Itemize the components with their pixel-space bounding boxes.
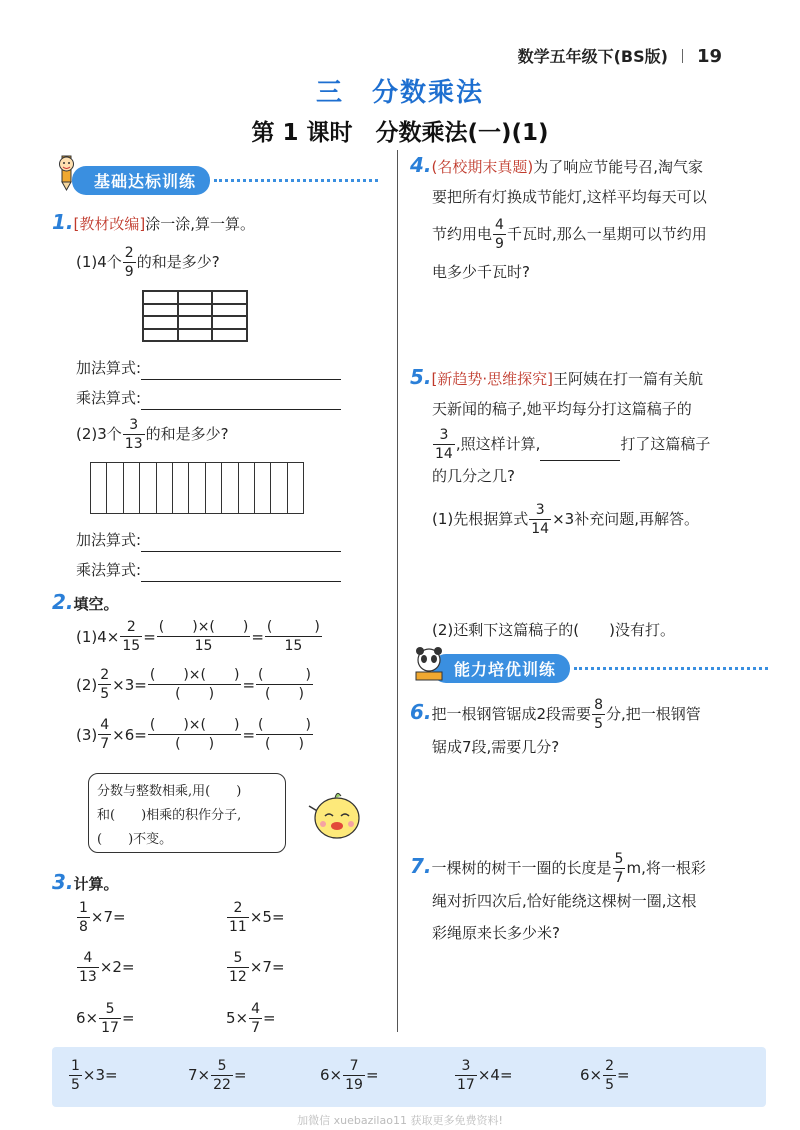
numerator: 5: [217, 1057, 227, 1074]
fraction: [493, 218, 506, 251]
fraction: [120, 620, 142, 653]
panda-mascot-icon: [412, 644, 446, 684]
text: =: [263, 1009, 276, 1027]
chick-mascot-icon: [305, 788, 369, 844]
calc-item: [76, 945, 135, 989]
calc-item: [226, 945, 285, 989]
text: ×3=: [82, 1066, 118, 1084]
label: 加法算式:: [76, 359, 142, 377]
text: 把一根钢管锯成2段需要: [431, 705, 592, 723]
denominator: 9: [495, 236, 504, 252]
practice-item: [454, 1053, 513, 1097]
fraction-blank[interactable]: [256, 668, 313, 701]
text: ×7=: [249, 958, 285, 976]
watermark: 加微信 xuebazilao11 获取更多免费资料!: [297, 1114, 503, 1127]
bubble-line[interactable]: 分数与整数相乘,用( ): [97, 784, 242, 799]
text: (1)先根据算式: [432, 510, 529, 528]
text: (1)4×: [76, 627, 120, 646]
denominator: 5: [100, 686, 110, 702]
add-expression-row-1: [76, 356, 341, 380]
text: 千瓦时,那么一星期可以节约用: [506, 225, 707, 243]
question-5: [410, 362, 770, 536]
stem-text: 涂一涂,算一算。: [145, 215, 256, 233]
fraction-blank[interactable]: [148, 718, 242, 751]
fill-row-2: (2) $\frac{2}{5}$ ×3= $\frac{( )\times( )}{( )}$ = $\frac{( )}{( )}$: [76, 667, 311, 702]
question-number: 5.: [410, 365, 432, 389]
fraction: [249, 1002, 262, 1035]
text: ×5=: [249, 908, 285, 926]
denominator: 15: [194, 638, 213, 654]
denominator: ( ): [175, 686, 215, 702]
denominator: 13: [124, 436, 143, 452]
mul-expression-row-1: [76, 386, 341, 410]
dotted-rule: [214, 179, 378, 182]
question-6: [410, 696, 770, 763]
running-header: [518, 44, 722, 67]
fraction: [592, 698, 605, 731]
numerator: ( )×( ): [149, 717, 240, 733]
label: 乘法算式:: [76, 389, 142, 407]
numerator: 4: [251, 1000, 261, 1017]
calc-item: [226, 996, 276, 1040]
text: 要把所有灯换成节能灯,这样平均每天可以: [432, 188, 707, 206]
text: =: [233, 1066, 247, 1084]
fraction: [123, 418, 145, 451]
text: 一棵树的树干一圈的长度是: [431, 859, 612, 877]
text: 打了这篇稿子: [620, 435, 711, 453]
numerator: 5: [614, 851, 624, 867]
numerator: 1: [79, 899, 88, 916]
numerator: ( ): [266, 619, 320, 635]
numerator: 5: [105, 1000, 115, 1017]
text: ×3=: [112, 675, 147, 694]
text: 5×: [226, 1009, 249, 1027]
numerator: 1: [71, 1057, 80, 1074]
fraction: [343, 1059, 365, 1092]
header-separator: [682, 49, 683, 63]
numerator: 2: [233, 899, 243, 916]
text: 彩绳原来长多少米?: [432, 924, 560, 942]
numerator: 3: [535, 502, 545, 518]
source-tag: [教材改编]: [73, 215, 146, 233]
denominator: 22: [213, 1076, 231, 1093]
text: ×6=: [112, 725, 147, 744]
bubble-line[interactable]: 和( )相乘的积作分子,: [97, 808, 242, 823]
text: 6×: [76, 1009, 99, 1027]
stem-text: 计算。: [73, 875, 119, 893]
fill-row-1: (1)4× $\frac{2}{15}$ = $\frac{( )\times( )}{15}$ = $\frac{( )}{15}$: [76, 619, 320, 654]
text: 天新闻的稿子,她平均每分打这篇稿子的: [432, 400, 692, 418]
text: (3): [76, 725, 98, 744]
fraction: [98, 718, 111, 751]
text: 的几分之几?: [432, 467, 515, 485]
text: 的和是多少?: [145, 425, 229, 443]
numerator: 2: [124, 245, 134, 261]
numerator: 2: [605, 1057, 615, 1074]
shading-strip[interactable]: [90, 462, 304, 514]
text: 6×: [320, 1066, 343, 1084]
question-number: 6.: [410, 700, 432, 724]
text: ,照这样计算,: [455, 435, 541, 453]
denominator: 13: [79, 968, 97, 985]
question-number: 4.: [410, 153, 432, 177]
denominator: 5: [605, 1076, 615, 1093]
bottom-practice-band: [52, 1047, 766, 1107]
numerator: ( )×( ): [158, 619, 249, 635]
text: 王阿姨在打一篇有关航: [553, 370, 704, 388]
calc-item: [76, 895, 126, 939]
label: 加法算式:: [76, 531, 142, 549]
denominator: 17: [457, 1076, 475, 1093]
question-1-stem: [52, 210, 255, 236]
text: m,将一根彩: [626, 859, 706, 877]
text: ×3补充问题,再解答。: [552, 510, 699, 528]
question-number: 3.: [52, 870, 74, 894]
hint-bubble: [88, 773, 286, 853]
section-banner-basic: [50, 166, 378, 194]
add-expression-row-2: [76, 528, 341, 552]
fraction-blank[interactable]: [265, 620, 322, 653]
fraction-blank[interactable]: [256, 718, 313, 751]
denominator: ( ): [175, 736, 215, 752]
label: 乘法算式:: [76, 561, 142, 579]
fraction: [613, 852, 626, 885]
pencil-mascot-icon: [50, 152, 84, 192]
text: 7×: [188, 1066, 211, 1084]
page-number: 19: [696, 46, 722, 67]
fill-row-3: (3) $\frac{4}{7}$ ×6= $\frac{( )\times( )}{( )}$ = $\frac{( )}{( )}$: [76, 717, 311, 752]
denominator: 15: [122, 638, 141, 654]
numerator: ( ): [258, 717, 311, 733]
answer-line[interactable]: [141, 379, 341, 380]
text: 的和是多少?: [136, 253, 220, 271]
fraction: [433, 428, 455, 461]
numerator: ( )×( ): [149, 667, 240, 683]
answer-line[interactable]: [141, 551, 341, 552]
numerator: 4: [495, 217, 504, 233]
stem-text: 填空。: [73, 595, 119, 613]
answer-line[interactable]: [141, 581, 341, 582]
fraction: [227, 901, 249, 934]
fraction: [603, 1059, 616, 1092]
practice-item: [68, 1053, 118, 1097]
source-tag: (名校期末真题): [431, 158, 534, 176]
fraction: [69, 1059, 82, 1092]
fraction: [77, 901, 90, 934]
section-label: 基础达标训练: [72, 166, 210, 195]
denominator: 12: [229, 968, 247, 985]
denominator: 17: [101, 1019, 119, 1036]
numerator: 2: [100, 667, 110, 683]
denominator: 15: [284, 638, 303, 654]
calc-item: [226, 895, 285, 939]
source-tag: [新趋势·思维探究]: [431, 370, 553, 388]
denominator: 8: [79, 918, 88, 935]
lesson-title: 第 1 课时 分数乘法(一)(1): [251, 120, 549, 146]
answer-line[interactable]: [540, 460, 620, 461]
text: 6×: [580, 1066, 603, 1084]
numerator: 7: [349, 1057, 359, 1074]
text: 为了响应节能号召,淘气家: [533, 158, 704, 176]
fraction: [123, 246, 136, 279]
fraction: [98, 668, 111, 701]
denominator: 14: [435, 446, 453, 462]
denominator: 7: [251, 1019, 261, 1036]
text: 节约用电: [432, 225, 493, 243]
text: (1)4个: [76, 253, 122, 271]
dotted-rule: [574, 667, 768, 670]
denominator: 11: [229, 918, 247, 935]
text: (2): [76, 675, 98, 694]
bubble-line[interactable]: ( )不变。: [97, 832, 173, 847]
fraction: [529, 503, 551, 536]
numerator: 3: [439, 427, 449, 443]
denominator: 5: [594, 716, 603, 732]
question-2-stem: [52, 590, 119, 616]
numerator: 3: [461, 1057, 471, 1074]
question-3-stem: [52, 870, 119, 896]
question-number: 7.: [410, 854, 432, 878]
text: ×2=: [99, 958, 135, 976]
denominator: 14: [531, 521, 550, 537]
column-divider: [397, 150, 398, 1032]
denominator: ( ): [265, 736, 304, 752]
fraction: [227, 951, 249, 984]
fraction-blank[interactable]: [157, 620, 251, 653]
text: ×4=: [477, 1066, 513, 1084]
question-4: [410, 150, 770, 287]
text: =: [617, 1066, 630, 1084]
fraction: [77, 951, 99, 984]
text: 电多少千瓦时?: [432, 263, 530, 281]
denominator: 9: [124, 264, 134, 280]
calc-item: [76, 996, 135, 1040]
section-label: 能力培优训练: [432, 654, 570, 683]
fraction-blank[interactable]: [148, 668, 242, 701]
text: =: [121, 1009, 135, 1027]
text: =: [365, 1066, 379, 1084]
question-number: 2.: [52, 590, 74, 614]
question-number: 1.: [52, 210, 74, 234]
practice-item: [580, 1053, 630, 1097]
numerator: 3: [129, 417, 139, 433]
numerator: 2: [126, 619, 136, 635]
question-1-part-1: [76, 246, 220, 279]
practice-item: [188, 1053, 247, 1097]
mul-expression-row-2: [76, 558, 341, 582]
denominator: 5: [71, 1076, 80, 1093]
text: (2)3个: [76, 425, 122, 443]
text: 分,把一根钢管: [605, 705, 701, 723]
shading-grid[interactable]: [142, 290, 248, 342]
numerator: 5: [233, 949, 243, 966]
denominator: ( ): [265, 686, 304, 702]
text: 锯成7段,需要几分?: [432, 738, 560, 756]
numerator: 8: [594, 697, 603, 713]
section-banner-advanced: [412, 654, 768, 682]
numerator: ( ): [258, 667, 311, 683]
denominator: 19: [345, 1076, 363, 1093]
text: 绳对折四次后,恰好能绕这棵树一圈,这根: [432, 892, 697, 910]
question-1-part-2: [76, 418, 229, 451]
question-5-part-2: (2)还剩下这篇稿子的( )没有打。: [432, 621, 675, 639]
practice-item: [320, 1053, 379, 1097]
denominator: 7: [614, 870, 624, 886]
numerator: 4: [100, 717, 110, 733]
fraction: [99, 1002, 121, 1035]
unit-title: 三 分数乘法: [315, 78, 484, 108]
text: ×7=: [90, 908, 126, 926]
denominator: 7: [100, 736, 110, 752]
answer-line[interactable]: [141, 409, 341, 410]
book-title: 数学五年级下(BS版): [517, 47, 668, 66]
numerator: 4: [83, 949, 93, 966]
fraction: [455, 1059, 477, 1092]
fraction: [211, 1059, 233, 1092]
question-7: [410, 850, 770, 949]
